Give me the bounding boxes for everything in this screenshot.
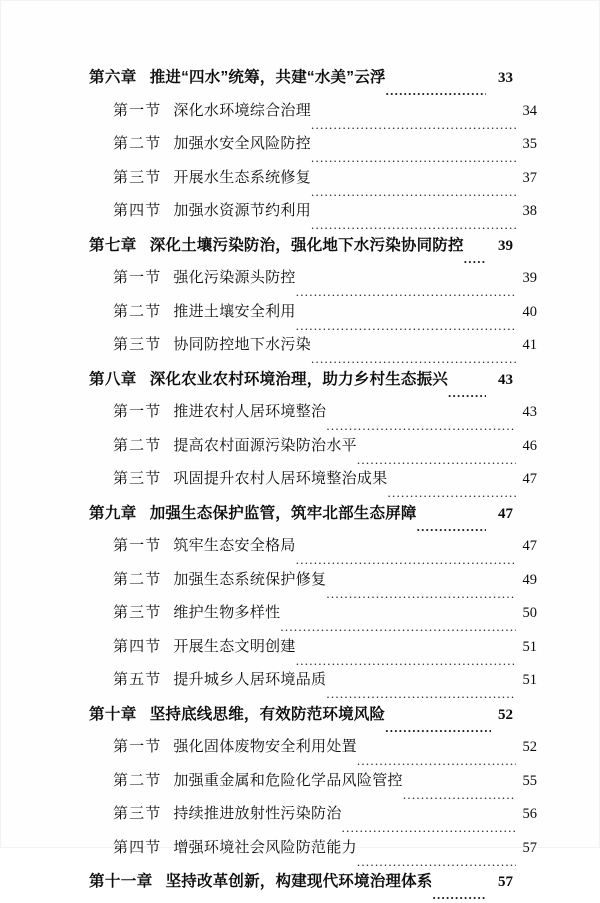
toc-entry-section[interactable] <box>89 400 537 434</box>
toc-entry-title: 深化水环境综合治理 <box>173 102 312 119</box>
toc-entry-chapter[interactable] <box>89 869 513 903</box>
toc-entry-chapter[interactable] <box>89 367 513 401</box>
toc-entry-label: 第八章 <box>89 370 137 388</box>
table-of-contents <box>89 65 537 903</box>
toc-entry-section[interactable] <box>89 99 537 133</box>
toc-entry-title: 协同防控地下水污染 <box>173 337 312 353</box>
toc-entry-label: 第二节 <box>113 437 162 454</box>
toc-entry-title: 推进土壤安全利用 <box>173 303 296 320</box>
toc-entry-section[interactable] <box>89 434 537 468</box>
toc-entry-label: 第二节 <box>113 303 162 320</box>
toc-entry-title: 加强生态系统保护修复 <box>173 571 327 588</box>
toc-dot-leader <box>326 587 516 600</box>
toc-entry-title: 深化农业农村环境治理，助力乡村生态振兴 <box>149 370 449 388</box>
toc-entry-section[interactable] <box>89 568 537 602</box>
toc-entry-label: 第十一章 <box>89 873 153 890</box>
toc-dot-leader <box>357 855 516 868</box>
toc-entry-title: 加强水安全风险防控 <box>173 136 312 152</box>
toc-dot-leader <box>296 319 516 332</box>
toc-entry-section[interactable] <box>89 802 537 836</box>
toc-entry-label: 第二节 <box>113 772 162 789</box>
toc-dot-leader <box>311 218 516 231</box>
toc-entry-chapter[interactable] <box>89 702 513 736</box>
toc-entry-title: 巩固提升农村人居环境整治成果 <box>173 471 388 487</box>
toc-dot-leader <box>357 453 516 466</box>
toc-entry-section[interactable] <box>89 534 537 568</box>
toc-dot-leader <box>326 687 516 700</box>
toc-entry-title: 提升城乡人居环境品质 <box>173 672 327 688</box>
toc-dot-leader <box>342 821 516 834</box>
toc-entry-title: 开展水生态系统修复 <box>173 169 312 186</box>
toc-entry-page-number: 57 <box>498 874 513 890</box>
toc-entry-page-number: 40 <box>522 303 537 320</box>
toc-entry-label: 第九章 <box>89 504 137 522</box>
toc-entry-label: 第四节 <box>113 203 162 219</box>
toc-entry-section[interactable] <box>89 333 537 367</box>
toc-entry-page-number: 47 <box>498 505 513 522</box>
toc-entry-page-number: 34 <box>522 102 537 119</box>
toc-entry-label: 第一节 <box>113 538 162 554</box>
toc-entry-page-number: 33 <box>498 70 513 86</box>
toc-entry-page-number: 43 <box>522 404 537 420</box>
toc-entry-section[interactable] <box>89 266 537 300</box>
toc-entry-section[interactable] <box>89 601 537 635</box>
toc-entry-title: 坚持底线思维，有效防范环境风险 <box>149 705 386 723</box>
toc-entry-title: 维护生物多样性 <box>173 605 281 621</box>
toc-entry-chapter[interactable] <box>89 501 513 535</box>
toc-entry-page-number: 50 <box>522 605 537 621</box>
toc-entry-page-number: 52 <box>498 706 513 723</box>
toc-entry-section[interactable] <box>89 300 537 334</box>
toc-entry-title: 加强生态保护监管，筑牢北部生态屏障 <box>149 504 417 522</box>
toc-entry-page-number: 37 <box>522 169 537 186</box>
toc-entry-page-number: 52 <box>522 739 537 755</box>
toc-entry-page-number: 38 <box>522 203 537 219</box>
toc-entry-title: 增强环境社会风险防范能力 <box>173 839 357 856</box>
toc-dot-leader <box>296 553 516 566</box>
toc-dot-leader <box>386 84 486 97</box>
toc-entry-label: 第七章 <box>89 236 137 254</box>
toc-dot-leader <box>311 151 516 164</box>
toc-entry-page-number: 39 <box>498 237 513 254</box>
toc-dot-leader <box>326 419 516 432</box>
toc-entry-section[interactable] <box>89 467 537 501</box>
toc-entry-title: 推进“四水”统筹，共建“水美”云浮 <box>149 69 386 86</box>
toc-dot-leader <box>311 352 516 365</box>
toc-entry-section[interactable] <box>89 132 537 166</box>
toc-dot-leader <box>385 721 491 734</box>
toc-entry-title: 推进农村人居环境整治 <box>173 404 327 420</box>
toc-entry-section[interactable] <box>89 635 537 669</box>
toc-entry-page-number: 56 <box>522 806 537 822</box>
toc-entry-title: 深化土壤污染防治，强化地下水污染协同防控 <box>149 236 464 254</box>
toc-entry-page-number: 35 <box>522 136 537 152</box>
toc-entry-label: 第一节 <box>113 102 162 119</box>
toc-entry-label: 第四节 <box>113 839 162 856</box>
toc-entry-title: 筑牢生态安全格局 <box>173 538 296 554</box>
toc-entry-section[interactable] <box>89 836 537 870</box>
toc-entry-label: 第三节 <box>113 169 162 186</box>
toc-entry-chapter[interactable] <box>89 233 513 267</box>
toc-entry-title: 加强重金属和危险化学品风险管控 <box>173 772 403 789</box>
toc-dot-leader <box>464 252 486 265</box>
toc-entry-page-number: 47 <box>522 538 537 554</box>
toc-dot-leader <box>296 285 516 298</box>
toc-entry-label: 第三节 <box>113 337 162 353</box>
toc-dot-leader <box>433 888 486 901</box>
toc-entry-label: 第一节 <box>113 270 162 286</box>
toc-dot-leader <box>417 520 486 533</box>
toc-entry-label: 第二节 <box>113 571 162 588</box>
toc-entry-label: 第六章 <box>89 69 137 86</box>
toc-entry-label: 第二节 <box>113 136 162 152</box>
toc-entry-label: 第一节 <box>113 404 162 420</box>
toc-entry-label: 第一节 <box>113 739 162 755</box>
toc-dot-leader <box>357 754 516 767</box>
toc-entry-section[interactable] <box>89 735 537 769</box>
toc-entry-label: 第四节 <box>113 638 162 655</box>
toc-entry-title: 强化固体废物安全利用处置 <box>173 739 357 755</box>
toc-entry-page-number: 39 <box>522 270 537 286</box>
toc-entry-title: 坚持改革创新，构建现代环境治理体系 <box>165 873 433 890</box>
toc-dot-leader <box>403 788 516 801</box>
toc-entry-label: 第三节 <box>113 471 162 487</box>
toc-dot-leader <box>388 486 516 499</box>
toc-dot-leader <box>448 386 486 399</box>
toc-dot-leader <box>280 620 516 633</box>
toc-dot-leader <box>311 118 516 131</box>
toc-entry-page-number: 51 <box>522 672 537 688</box>
toc-entry-section[interactable] <box>89 199 537 233</box>
toc-entry-page-number: 41 <box>522 337 537 353</box>
toc-entry-page-number: 57 <box>522 839 537 856</box>
toc-entry-section[interactable] <box>89 166 537 200</box>
toc-dot-leader <box>296 654 516 667</box>
toc-entry-label: 第十章 <box>89 705 137 723</box>
toc-entry-title: 提高农村面源污染防治水平 <box>173 437 357 454</box>
toc-entry-title: 开展生态文明创建 <box>173 638 296 655</box>
toc-entry-page-number: 43 <box>498 371 513 388</box>
toc-entry-page-number: 46 <box>522 437 537 454</box>
toc-entry-label: 第五节 <box>113 672 162 688</box>
toc-entry-title: 加强水资源节约利用 <box>173 203 312 219</box>
toc-dot-leader <box>311 185 516 198</box>
toc-entry-section[interactable] <box>89 668 537 702</box>
toc-entry-page-number: 49 <box>522 571 537 588</box>
toc-entry-page-number: 47 <box>522 471 537 487</box>
toc-entry-page-number: 55 <box>522 772 537 789</box>
toc-entry-section[interactable] <box>89 769 537 803</box>
toc-entry-label: 第三节 <box>113 806 162 822</box>
toc-entry-chapter[interactable] <box>89 65 513 99</box>
toc-entry-title: 强化污染源头防控 <box>173 270 296 286</box>
toc-entry-page-number: 51 <box>522 638 537 655</box>
toc-entry-title: 持续推进放射性污染防治 <box>173 806 342 822</box>
toc-entry-label: 第三节 <box>113 605 162 621</box>
